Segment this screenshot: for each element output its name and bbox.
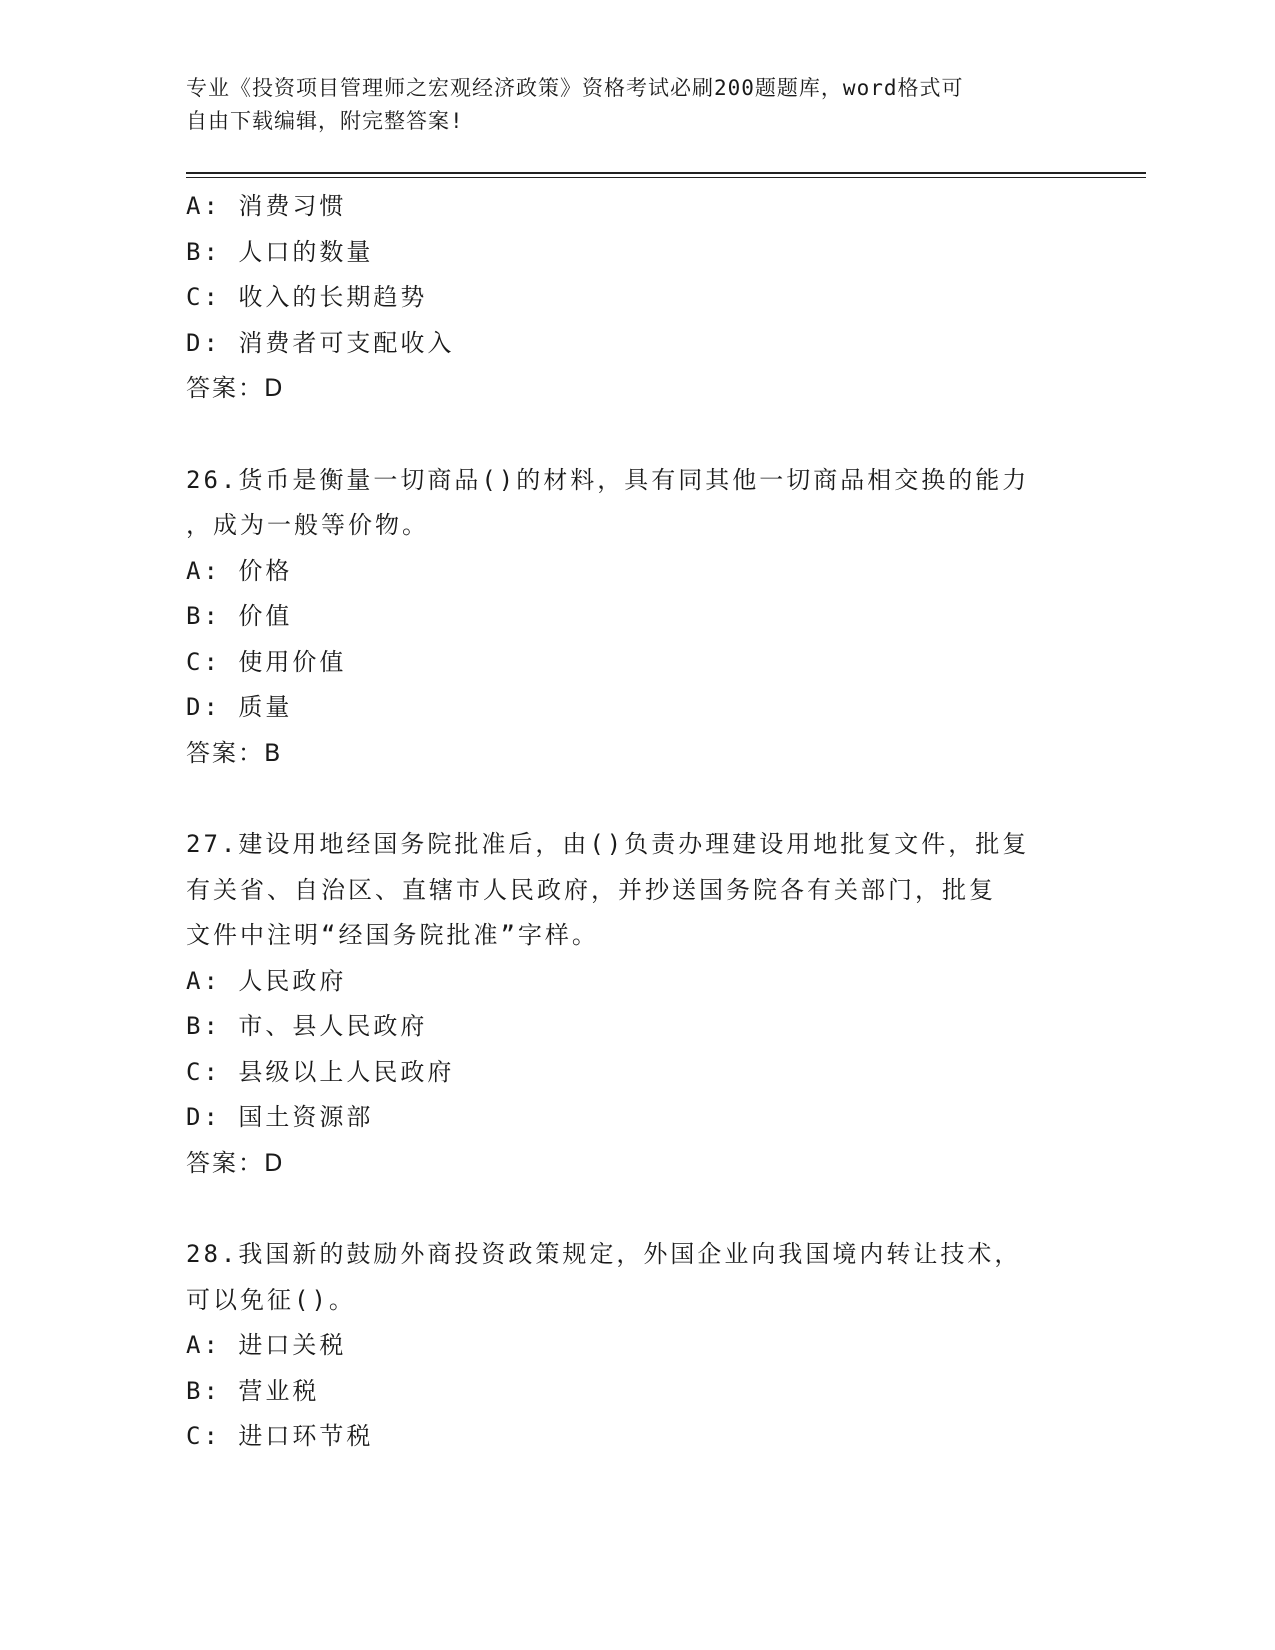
question-text: ，成为一般等价物。: [186, 511, 429, 539]
block-spacer: [186, 776, 1146, 822]
answer-option: A: 进口关税: [186, 1331, 347, 1359]
question-block: [186, 1232, 1146, 1460]
question-text: 27.建设用地经国务院批准后，由()负责办理建设用地批复文件，批复: [186, 830, 1030, 858]
block-spacer: [186, 1186, 1146, 1232]
answer-option: B: 价值: [186, 602, 293, 630]
question-text: 26.货币是衡量一切商品()的材料，具有同其他一切商品相交换的能力: [186, 465, 1030, 494]
question-block: [186, 184, 1146, 412]
answer-option: C: 进口环节税: [186, 1422, 374, 1450]
question-text: 28.我国新的鼓励外商投资政策规定，外国企业向我国境内转让技术，: [186, 1240, 1022, 1268]
answer-option: C: 县级以上人民政府: [186, 1057, 455, 1086]
answer-option: D: 消费者可支配收入: [186, 328, 455, 357]
document-header: [186, 72, 1066, 138]
question-list: [186, 184, 1146, 1460]
header-line-2: 自由下载编辑，附完整答案!: [186, 109, 464, 133]
answer-option: B: 人口的数量: [186, 237, 374, 266]
question-block: [186, 822, 1146, 1186]
question-text: 文件中注明“经国务院批准”字样。: [186, 921, 599, 949]
question-text: 有关省、自治区、直辖市人民政府，并抄送国务院各有关部门，批复: [186, 875, 996, 904]
block-spacer: [186, 412, 1146, 458]
header-line-1: 专业《投资项目管理师之宏观经济政策》资格考试必刷200题题库，word格式可: [186, 76, 964, 100]
answer-option: C: 使用价值: [186, 647, 347, 676]
answer-option: A: 人民政府: [186, 966, 347, 995]
header-divider: [186, 172, 1146, 178]
document-page: [186, 72, 1146, 1460]
answer-key: 答案：D: [186, 374, 285, 402]
answer-option: B: 营业税: [186, 1376, 320, 1405]
question-block: [186, 458, 1146, 777]
answer-option: D: 质量: [186, 693, 293, 721]
answer-key: 答案：D: [186, 1148, 285, 1177]
question-text: 可以免征()。: [186, 1285, 356, 1314]
answer-option: A: 消费习惯: [186, 192, 347, 220]
answer-option: C: 收入的长期趋势: [186, 283, 428, 311]
answer-option: A: 价格: [186, 556, 293, 585]
answer-key: 答案：B: [186, 738, 283, 767]
answer-option: D: 国土资源部: [186, 1103, 374, 1131]
answer-option: B: 市、县人民政府: [186, 1012, 428, 1040]
